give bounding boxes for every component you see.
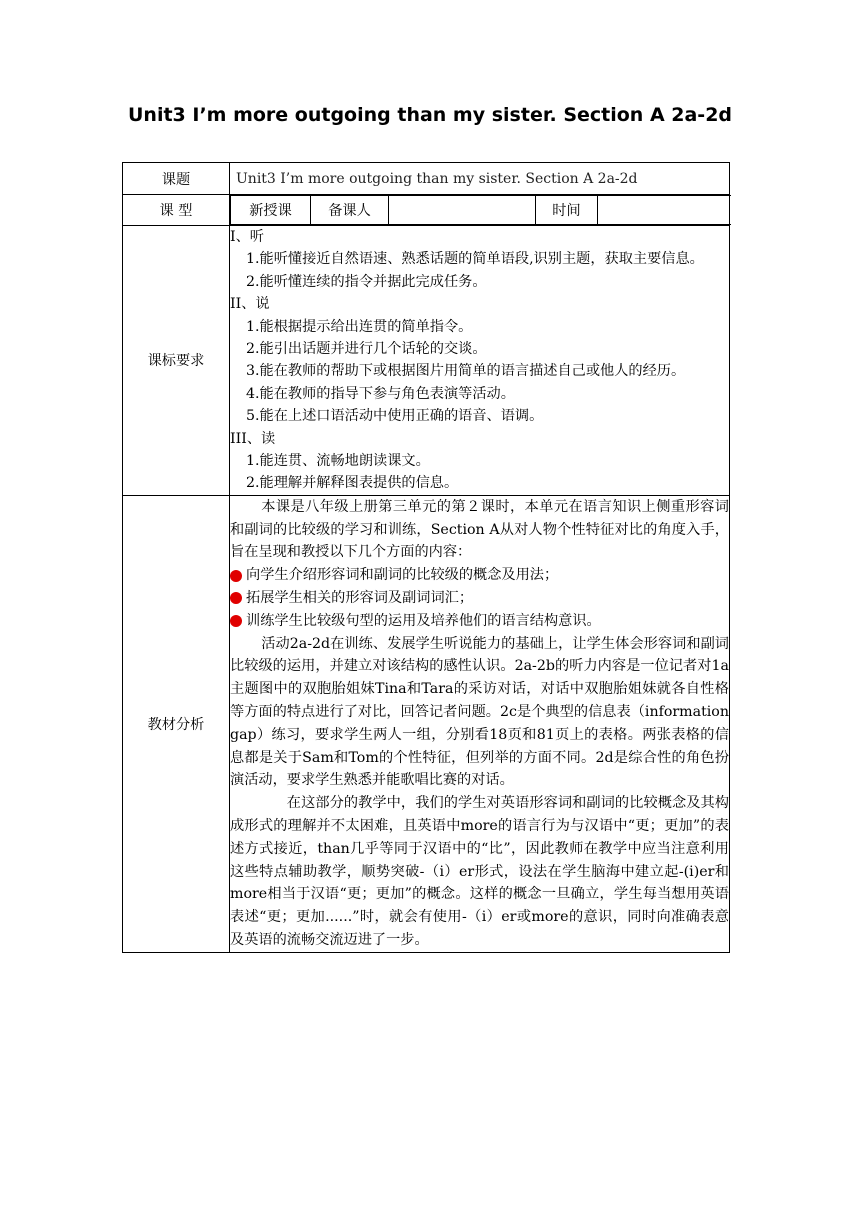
time-value [598, 196, 731, 225]
req-item: 2.能听懂连续的指令并据此完成任务。 [246, 273, 487, 290]
topic-value: Unit3 I’m more outgoing than my sister. Section A 2a-2d [230, 163, 730, 195]
req-heading: II、说 [230, 296, 270, 313]
lesson-plan-table [122, 162, 730, 953]
preparer-label: 备课人 [311, 196, 389, 225]
req-heading: III、读 [230, 430, 276, 447]
analysis-intro: 本课是八年级上册第三单元的第２课时，本单元在语言知识上侧重形容词和副词的比较级的学习和训练，Section A从对人物个性特征对比的角度入手，旨在呈现和教授以下几个方面的内容： [230, 498, 729, 561]
type-subtable [230, 195, 731, 225]
bullet-dot-icon [230, 592, 242, 604]
analysis-content [230, 495, 730, 952]
document-title: Unit3 I’m more outgoing than my sister. Section A 2a-2d [127, 104, 733, 126]
req-item: 3.能在教师的帮助下或根据图片用简单的语言描述自己或他人的经历。 [246, 363, 686, 380]
preparer-value [389, 196, 536, 225]
req-item: 4.能在教师的指导下参与角色表演等活动。 [246, 385, 515, 402]
analysis-paragraph: 活动2a-2d在训练、发展学生听说能力的基础上，让学生体会形容词和副词比较级的运用，并建立对该结构的感性认识。2a-2b的听力内容是一位记者对1a主题图中的双胞胎姐妹Tina和Tara的采访对话，对话中双胞胎姐妹就各自性格等方面的特点进行了对比，回答记者问题。2c是个典型的信息表（information gap）练习，要求学生两人一组，分别看18页和81页上的表格。两张表格的信息都是关于Sam和Tom的个性特征，但列举的方面不同。2d是综合性的角色扮演活动，要求学生熟悉并能歌唱比赛的对话。 [230, 635, 729, 789]
requirements-label: 课标要求 [123, 226, 230, 496]
req-item: 1.能连贯、流畅地朗读课文。 [246, 453, 430, 470]
req-item: 1.能根据提示给出连贯的简单指令。 [246, 318, 473, 335]
bullet-text: 训练学生比较级句型的运用及培养他们的语言结构意识。 [246, 612, 601, 629]
bullet-dot-icon [230, 570, 242, 582]
req-item: 1.能听懂接近自然语速、熟悉话题的简单语段,识别主题，获取主要信息。 [246, 251, 704, 268]
type-label: 课 型 [123, 195, 230, 226]
table-row-type [123, 195, 730, 226]
type-value: 新授课 [231, 196, 311, 225]
bullet-dot-icon [230, 615, 242, 627]
topic-label: 课题 [123, 163, 230, 195]
analysis-bullet [230, 610, 729, 633]
req-heading: I、听 [230, 229, 264, 245]
requirements-content [230, 226, 730, 496]
table-row-topic [123, 163, 730, 195]
table-row-requirements [123, 226, 730, 496]
analysis-label: 教材分析 [123, 495, 230, 952]
req-item: 2.能引出话题并进行几个话轮的交谈。 [246, 341, 487, 358]
time-label: 时间 [536, 196, 598, 225]
req-item: 5.能在上述口语活动中使用正确的语音、语调。 [246, 408, 544, 425]
table-row-analysis [123, 495, 730, 952]
analysis-bullet [230, 564, 729, 587]
bullet-text: 向学生介绍形容词和副词的比较级的概念及用法； [246, 567, 559, 584]
req-item: 2.能理解并解释图表提供的信息。 [246, 475, 459, 492]
analysis-bullet [230, 587, 729, 610]
analysis-paragraph: 在这部分的教学中，我们的学生对英语形容词和副词的比较概念及其构成形式的理解并不太困难，且英语中more的语言行为与汉语中“更；更加”的表述方式接近，than几乎等同于汉语中的“比”，因此教师在教学中应当注意利用这些特点辅助教学，顺势突破-（i）er形式，设法在学生脑海中建立起-(i)er和more相当于汉语“更；更加”的概念。这样的概念一旦确立，学生每当想用英语表述“更；更加......”时，就会有使用-（i）er或more的意识，同时向准确表意及英语的流畅交流迈进了一步。 [230, 795, 729, 949]
bullet-text: 拓展学生相关的形容词及副词词汇； [246, 590, 474, 607]
